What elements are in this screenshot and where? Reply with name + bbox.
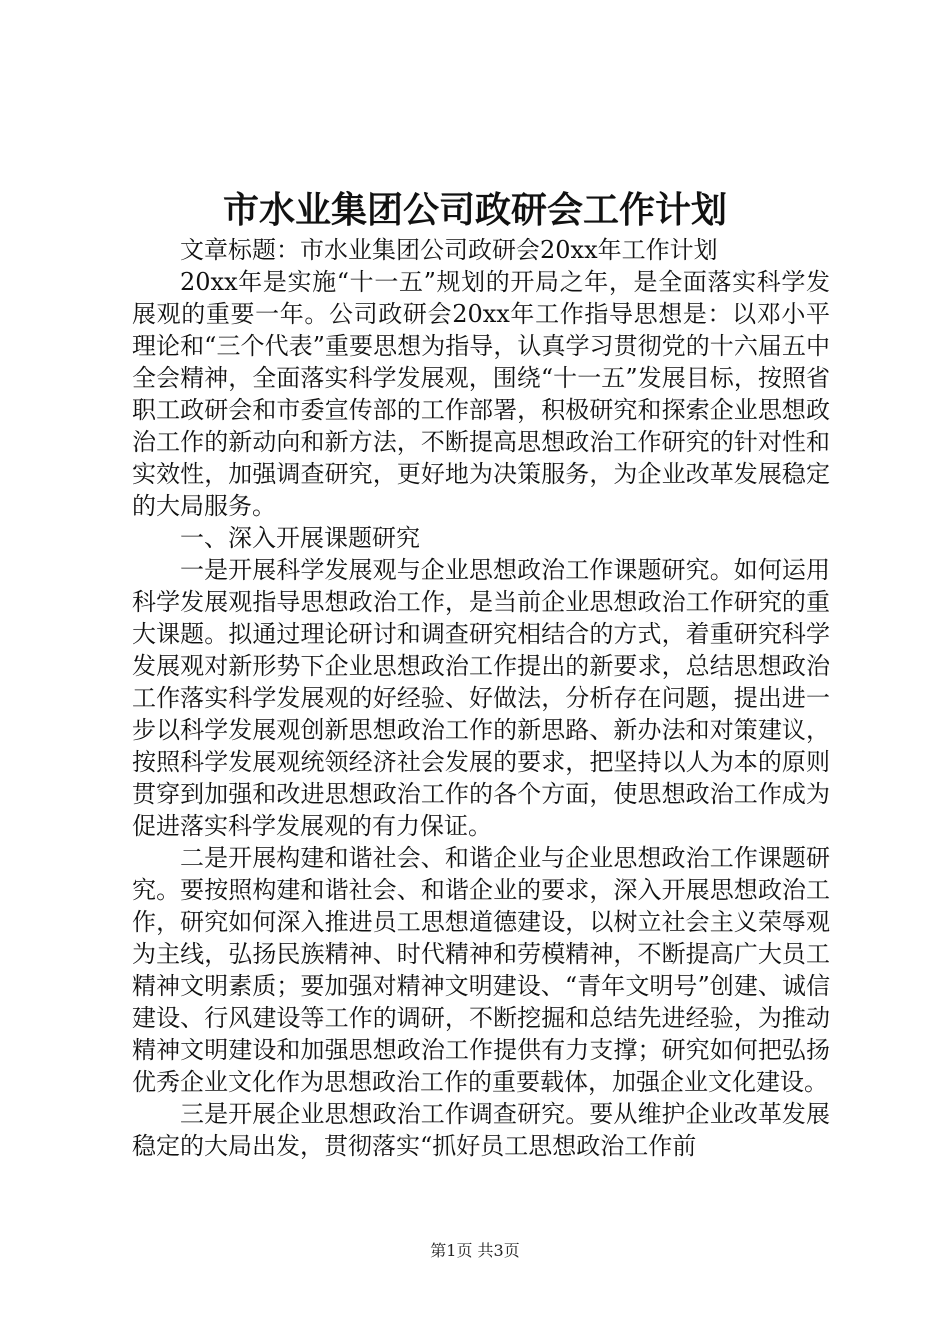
intro-paragraph: 20xx年是实施“十一五”规划的开局之年，是全面落实科学发展观的重要一年。公司政研会20xx年工作指导思想是：以邓小平理论和“三个代表”重要思想为指导，认真学习贯彻党的十六届五中全会精神，全面落实科学发展观，围绕“十一五”发展目标，按照省职工政研会和市委宣传部的工作部署，积极研究和探索企业思想政治工作的新动向和新方法，不断提高思想政治工作研究的针对性和实效性，加强调查研究，更好地为决策服务，为企业改革发展稳定的大局服务。 [132,268,830,520]
document-body [132,234,830,1162]
body-paragraph: 三是开展企业思想政治工作调查研究。要从维护企业改革发展稳定的大局出发，贯彻落实“抓好员工思想政治工作前 [132,1100,830,1160]
body-paragraph: 二是开展构建和谐社会、和谐企业与企业思想政治工作课题研究。要按照构建和谐社会、和谐企业的要求，深入开展思想政治工作，研究如何深入推进员工思想道德建设，以树立社会主义荣辱观为主线，弘扬民族精神、时代精神和劳模精神，不断提高广大员工精神文明素质；要加强对精神文明建设、“青年文明号”创建、诚信建设、行风建设等工作的调研，不断挖掘和总结先进经验，为推动精神文明建设和加强思想政治工作提供有力支撑；研究如何把弘扬优秀企业文化作为思想政治工作的重要载体，加强企业文化建设。 [132,844,830,1096]
body-paragraph: 一是开展科学发展观与企业思想政治工作课题研究。如何运用科学发展观指导思想政治工作，是当前企业思想政治工作研究的重大课题。拟通过理论研讨和调查研究相结合的方式，着重研究科学发展观对新形势下企业思想政治工作提出的新要求，总结思想政治工作落实科学发展观的好经验、好做法，分析存在问题，提出进一步以科学发展观创新思想政治工作的新思路、新办法和对策建议，按照科学发展观统领经济社会发展的要求，把坚持以人为本的原则贯穿到加强和改进思想政治工作的各个方面，使思想政治工作成为促进落实科学发展观的有力保证。 [132,556,830,840]
document-title: 市水业集团公司政研会工作计划 [222,189,727,231]
article-heading-line: 文章标题：市水业集团公司政研会20xx年工作计划 [180,236,718,264]
section-heading: 一、深入开展课题研究 [180,524,420,552]
page-number-footer: 第1页 共3页 [430,1241,520,1260]
